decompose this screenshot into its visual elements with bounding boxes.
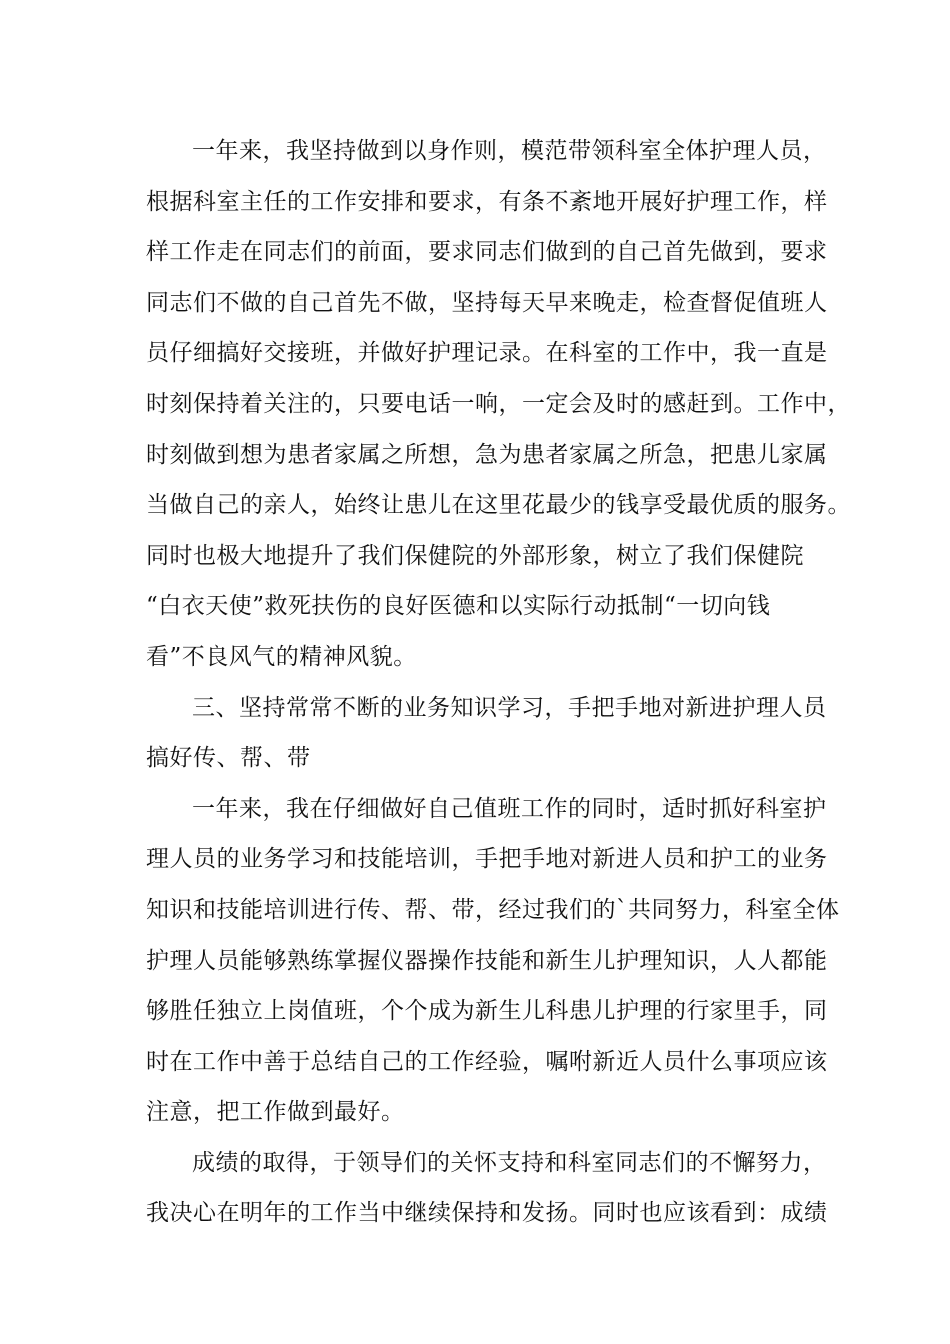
text-line: 一年来，我在仔细做好自己值班工作的同时，适时抓好科室护 xyxy=(192,795,827,822)
text-line: 同时也极大地提升了我们保健院的外部形象，树立了我们保健院 xyxy=(146,542,804,569)
section-heading xyxy=(146,683,826,784)
text-line: 知识和技能培训进行传、帮、带，经过我们的`共同努力，科室全体 xyxy=(146,896,840,923)
text-line: 当做自己的亲人，始终让患儿在这里花最少的钱享受最优质的服务。 xyxy=(146,492,851,519)
text-line: 三、坚持常常不断的业务知识学习，手把手地对新进护理人员 xyxy=(192,694,827,721)
paragraph-1 xyxy=(146,126,851,683)
text-line: 注意，把工作做到最好。 xyxy=(146,1099,405,1126)
text-line: 够胜任独立上岗值班，个个成为新生儿科患儿护理的行家里手，同 xyxy=(146,998,828,1025)
text-line: 我决心在明年的工作当中继续保持和发扬。同时也应该看到：成绩 xyxy=(146,1200,828,1227)
paragraph-3 xyxy=(146,784,840,1138)
text-line: 员仔细搞好交接班，并做好护理记录。在科室的工作中，我一直是 xyxy=(146,340,828,367)
paragraph-4 xyxy=(146,1138,826,1239)
text-line: 搞好传、帮、带 xyxy=(146,745,311,772)
text-line: 时刻保持着关注的，只要电话一响，一定会及时的感赶到。工作中， xyxy=(146,390,851,417)
text-line: 根据科室主任的工作安排和要求，有条不紊地开展好护理工作，样 xyxy=(146,188,828,215)
text-line: 看”不良风气的精神风貌。 xyxy=(146,643,417,670)
text-line: 样工作走在同志们的前面，要求同志们做到的自己首先做到，要求 xyxy=(146,239,828,266)
text-line: 成绩的取得，于领导们的关怀支持和科室同志们的不懈努力， xyxy=(192,1149,827,1176)
text-line: 理人员的业务学习和技能培训，手把手地对新进人员和护工的业务 xyxy=(146,846,828,873)
text-line: 护理人员能够熟练掌握仪器操作技能和新生儿护理知识，人人都能 xyxy=(146,947,828,974)
text-line: 时刻做到想为患者家属之所想，急为患者家属之所急，把患儿家属 xyxy=(146,441,828,468)
text-line: 同志们不做的自己首先不做，坚持每天早来晚走，检查督促值班人 xyxy=(146,289,828,316)
text-line: 一年来，我坚持做到以身作则，模范带领科室全体护理人员， xyxy=(192,138,827,164)
body-text xyxy=(146,126,851,1239)
text-line: “白衣天使”救死扶伤的良好医德和以实际行动抵制“一切向钱 xyxy=(146,593,771,620)
text-line: 时在工作中善于总结自己的工作经验，嘱咐新近人员什么事项应该 xyxy=(146,1048,828,1075)
